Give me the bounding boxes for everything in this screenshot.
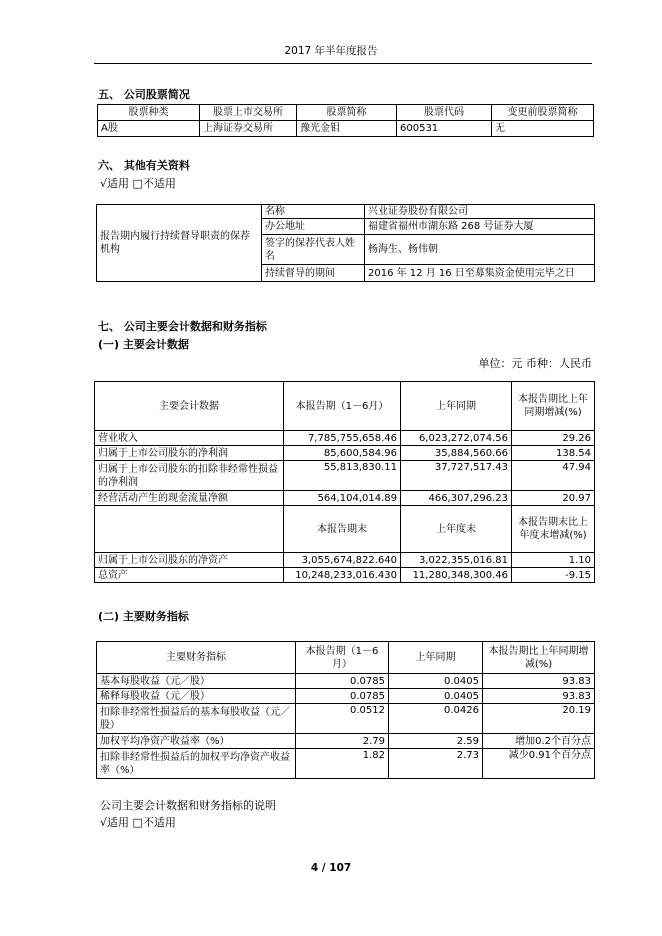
acct-cell: 20.97 (512, 491, 595, 506)
stock-header-cell: 股票上市交易所 (200, 105, 297, 121)
acct-cell: -9.15 (512, 568, 595, 583)
fin-cell: 93.83 (483, 689, 595, 704)
acct-header-cell: 上年度末 (401, 506, 512, 553)
fin-header-cell: 上年同期 (389, 642, 483, 674)
section-6-title: 六、 其他有关资料 (98, 159, 190, 172)
unit-currency: 单位：元 币种：人民币 (478, 357, 592, 370)
acct-header-cell: 本报告期比上年同期增减(%) (512, 382, 595, 431)
notes-applicable-check: √适用 □不适用 (100, 816, 176, 829)
fin-header-cell: 本报告期（1－6月） (296, 642, 389, 674)
sponsor-field-label: 持续督导的期间 (262, 265, 365, 282)
fin-cell: 增加0.2个百分点 (483, 734, 595, 749)
acct-cell: 6,023,272,074.56 (401, 431, 512, 446)
section-7-sub2: (二) 主要财务指标 (98, 610, 189, 623)
acct-blank-cell (95, 506, 284, 553)
acct-cell: 37,727,517.43 (401, 461, 512, 491)
stock-header-cell: 股票代码 (397, 105, 492, 121)
fin-header-cell: 主要财务指标 (97, 642, 296, 674)
acct-cell: 3,055,674,822.640 (284, 553, 401, 568)
section-5-title: 五、 公司股票简况 (98, 88, 190, 101)
financial-indicators-table (96, 641, 595, 779)
fin-cell: 0.0426 (389, 704, 483, 734)
fin-row-label: 加权平均净资产收益率（%） (97, 734, 296, 749)
acct-header-cell: 上年同期 (401, 382, 512, 431)
acct-row-label: 经营活动产生的现金流量净额 (95, 491, 284, 506)
fin-cell: 1.82 (296, 749, 389, 779)
fin-cell: 0.0405 (389, 674, 483, 689)
acct-cell: 11,280,348,300.46 (401, 568, 512, 583)
fin-cell: 2.79 (296, 734, 389, 749)
page-number: 4 / 107 (310, 862, 352, 874)
acct-cell: 47.94 (512, 461, 595, 491)
acct-cell: 10,248,233,016.430 (284, 568, 401, 583)
sponsor-table (96, 204, 595, 282)
sponsor-field-value: 兴业证券股份有限公司 (365, 205, 595, 219)
fin-row-label: 基本每股收益（元／股） (97, 674, 296, 689)
acct-header-cell: 本报告期末比上年度末增减(%) (512, 506, 595, 553)
sponsor-field-label: 签字的保荐代表人姓名 (262, 235, 365, 265)
fin-cell: 93.83 (483, 674, 595, 689)
header-rule (94, 63, 592, 64)
acct-cell: 55,813,830.11 (284, 461, 401, 491)
acct-header-cell: 本报告期末 (284, 506, 401, 553)
section-7-sub1: (一) 主要会计数据 (98, 338, 189, 351)
acct-cell: 3,022,355,016.81 (401, 553, 512, 568)
acct-row-label: 归属于上市公司股东的净利润 (95, 446, 284, 461)
page-header: 2017 年半年度报告 (284, 45, 378, 57)
acct-cell: 7,785,755,658.46 (284, 431, 401, 446)
acct-row-label: 归属于上市公司股东的净资产 (95, 553, 284, 568)
fin-row-label: 扣除非经常性损益后的基本每股收益（元／股） (97, 704, 296, 734)
section-7-title: 七、 公司主要会计数据和财务指标 (98, 320, 267, 333)
sponsor-field-label: 名称 (262, 205, 365, 219)
sponsor-field-value: 杨海生、杨伟朝 (365, 235, 595, 265)
acct-cell: 1.10 (512, 553, 595, 568)
fin-cell: 0.0785 (296, 674, 389, 689)
acct-row-label: 总资产 (95, 568, 284, 583)
acct-cell: 138.54 (512, 446, 595, 461)
acct-row-label: 营业收入 (95, 431, 284, 446)
fin-cell: 减少0.91个百分点 (483, 749, 595, 779)
fin-cell: 2.59 (389, 734, 483, 749)
stock-cell: A股 (98, 121, 200, 137)
acct-cell: 85,600,584.96 (284, 446, 401, 461)
stock-cell: 无 (492, 121, 594, 137)
accounting-table (94, 381, 595, 583)
acct-row-label: 归属于上市公司股东的扣除非经常性损益的净利润 (95, 461, 284, 491)
notes-title: 公司主要会计数据和财务指标的说明 (100, 799, 276, 812)
fin-row-label: 扣除非经常性损益后的加权平均净资产收益率（%） (97, 749, 296, 779)
stock-header-cell: 变更前股票简称 (492, 105, 594, 121)
stock-cell: 豫光金钼 (297, 121, 397, 137)
stock-header-cell: 股票种类 (98, 105, 200, 121)
stock-table (97, 104, 594, 137)
acct-header-cell: 主要会计数据 (95, 382, 284, 431)
sponsor-field-value: 福建省福州市湖东路 268 号证券大厦 (365, 219, 595, 235)
acct-cell: 35,884,560.66 (401, 446, 512, 461)
applicable-check: √适用 □不适用 (100, 177, 176, 190)
sponsor-field-value: 2016 年 12 月 16 日至募集资金使用完毕之日 (365, 265, 595, 282)
acct-cell: 564,104,014.89 (284, 491, 401, 506)
acct-cell: 466,307,296.23 (401, 491, 512, 506)
stock-cell: 上海证券交易所 (200, 121, 297, 137)
fin-cell: 0.0512 (296, 704, 389, 734)
fin-cell: 2.73 (389, 749, 483, 779)
stock-cell: 600531 (397, 121, 492, 137)
fin-cell: 20.19 (483, 704, 595, 734)
fin-header-cell: 本报告期比上年同期增减(%) (483, 642, 595, 674)
sponsor-field-label: 办公地址 (262, 219, 365, 235)
fin-cell: 0.0405 (389, 689, 483, 704)
acct-header-cell: 本报告期（1－6月） (284, 382, 401, 431)
fin-row-label: 稀释每股收益（元／股） (97, 689, 296, 704)
sponsor-org-label: 报告期内履行持续督导职责的保荐机构 (97, 205, 262, 282)
stock-header-cell: 股票简称 (297, 105, 397, 121)
fin-cell: 0.0785 (296, 689, 389, 704)
acct-cell: 29.26 (512, 431, 595, 446)
